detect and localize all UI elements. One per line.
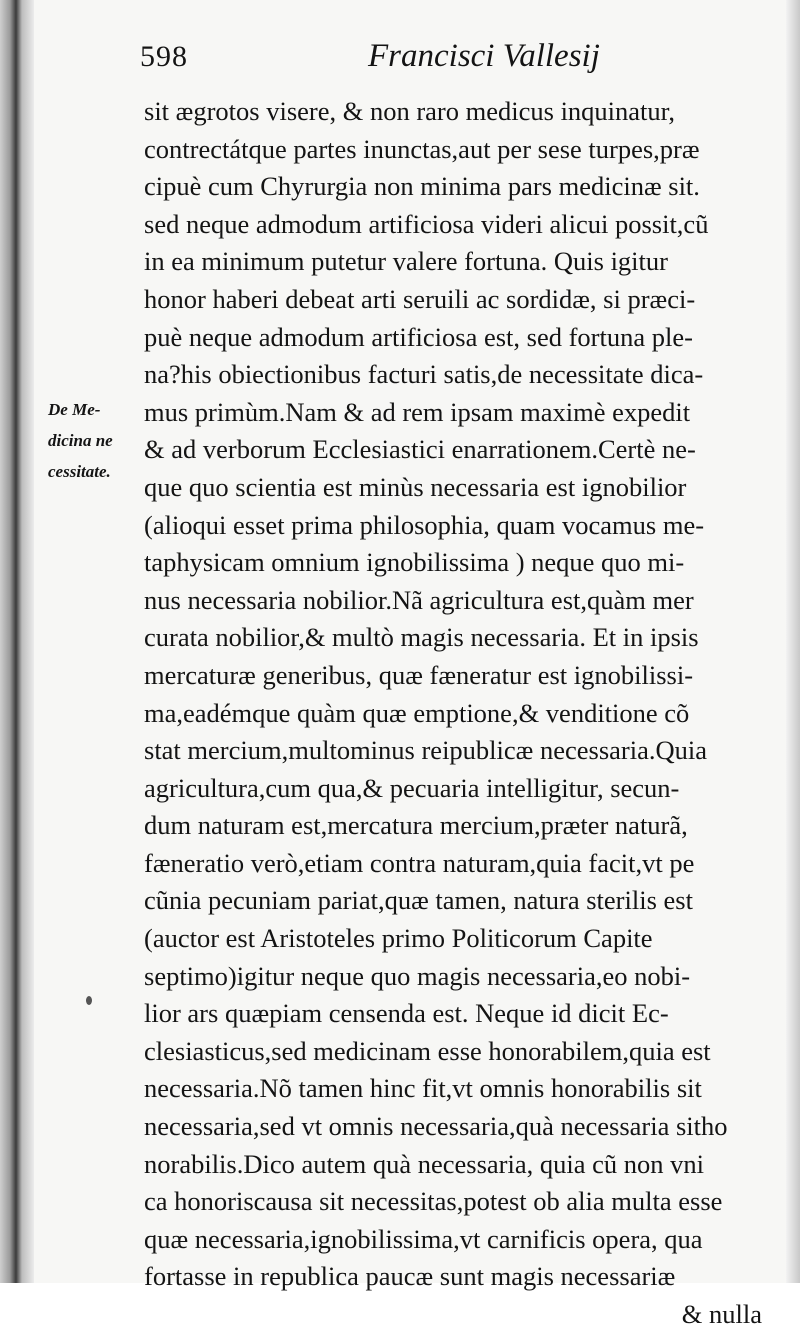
text-line: na?his obiectionibus facturi satis,de necessitate dica- xyxy=(144,359,704,390)
page-edge xyxy=(786,0,800,1283)
ink-speck xyxy=(86,996,92,1005)
text-line: sit ægrotos visere, & non raro medicus inquinatur, xyxy=(144,96,676,126)
running-title: Francisci Vallesij xyxy=(368,38,600,74)
margin-note-line: dicina ne xyxy=(48,431,113,450)
text-line: sed neque admodum artificiosa videri alicui possit,cũ xyxy=(144,208,709,239)
text-line: nus necessaria nobilior.Nã agricultura est,quàm mer xyxy=(144,584,694,615)
text-line: (auctor est Aristoteles primo Politicorum Capite xyxy=(144,923,653,954)
text-line: curata nobilior,& multò magis necessaria. Et in ipsis xyxy=(144,622,699,653)
book-gutter xyxy=(0,0,34,1283)
text-line: ma,eadémque quàm quæ emptione,& venditione cõ xyxy=(144,697,690,728)
text-line: mercaturæ generibus, quæ fæneratur est ignobilissi- xyxy=(144,659,694,690)
text-line: necessaria.Nõ tamen hinc fit,vt omnis honorabilis sit xyxy=(144,1073,702,1104)
text-line: fortasse in republica paucæ sunt magis necessariæ xyxy=(144,1261,676,1292)
margin-note-line: cessitate. xyxy=(48,462,111,481)
text-line: & ad verborum Ecclesiastici enarrationem.Certè ne- xyxy=(144,434,696,465)
text-line: ca honoriscausa sit necessitas,potest ob alia multa esse xyxy=(144,1186,723,1217)
text-line: fæneratio verò,etiam contra naturam,quia facit,vt pe xyxy=(144,847,695,878)
page-header xyxy=(140,38,720,88)
page-number: 598 xyxy=(140,40,188,73)
text-line: que quo scientia est minùs necessaria est ignobilior xyxy=(144,471,687,502)
text-line: lior ars quæpiam censenda est. Neque id dicit Ec- xyxy=(144,998,669,1029)
catchword: & nulla xyxy=(681,1299,762,1329)
text-line: mus primùm.Nam & ad rem ipsam maximè expedit xyxy=(144,396,691,427)
text-line: agricultura,cum qua,& pecuaria intelligitur, secun- xyxy=(144,772,680,803)
body-text xyxy=(144,93,768,1334)
margin-note-line: De Me- xyxy=(48,400,101,419)
text-line: norabilis.Dico autem quà necessaria, quia cũ non vni xyxy=(144,1148,705,1179)
text-line: puè neque admodum artificiosa est, sed fortuna ple- xyxy=(144,321,693,352)
text-line: septimo)igitur neque quo magis necessaria,eo nobi- xyxy=(144,960,691,991)
text-line: in ea minimum putetur valere fortuna. Quis igitur xyxy=(144,246,668,277)
text-line: dum naturam est,mercatura mercium,præter naturã, xyxy=(144,810,688,841)
text-line: honor haberi debeat arti seruili ac sordidæ, si præci- xyxy=(144,283,696,314)
text-line: taphysicam omnium ignobilissima ) neque quo mi- xyxy=(144,547,685,578)
text-line: quæ necessaria,ignobilissima,vt carnificis opera, qua xyxy=(144,1223,703,1254)
text-line: clesiasticus,sed medicinam esse honorabilem,quia est xyxy=(144,1035,711,1066)
marginal-note xyxy=(48,394,144,487)
text-line: cipuè cum Chyrurgia non minima pars medicinæ sit. xyxy=(144,171,700,202)
text-line: contrectátque partes inunctas,aut per sese turpes,præ xyxy=(144,133,700,164)
text-line: stat mercium,multominus reipublicæ necessaria.Quia xyxy=(144,735,707,766)
text-line: necessaria,sed vt omnis necessaria,quà necessaria sitho xyxy=(144,1111,728,1142)
text-line: (alioqui esset prima philosophia, quam vocamus me- xyxy=(144,509,705,540)
text-line: cũnia pecuniam pariat,quæ tamen, natura sterilis est xyxy=(144,885,693,916)
